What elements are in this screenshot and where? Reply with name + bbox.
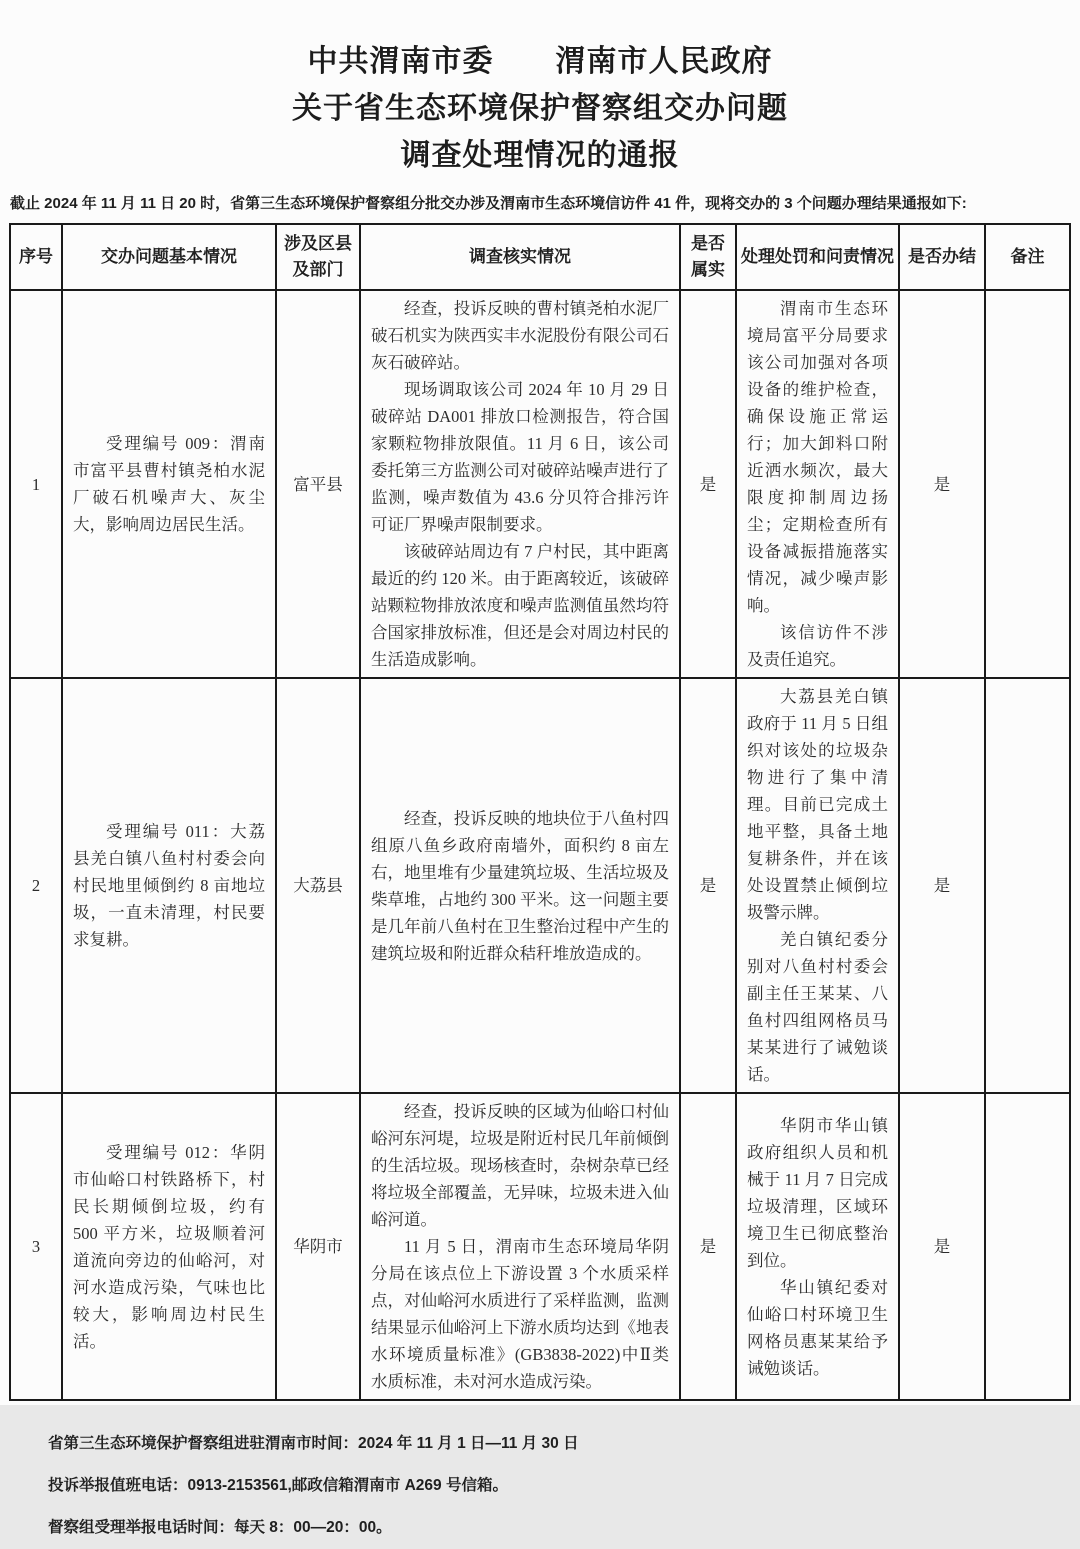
verified-cell: 是: [680, 290, 736, 678]
problem-cell: [62, 1093, 276, 1400]
resolved-cell: 是: [899, 678, 985, 1093]
cell-paragraph: 经查，投诉反映的区域为仙峪口村仙峪河东河堤，垃圾是附近村民几年前倾倒的生活垃圾。现场核查时，杂树杂草已经将垃圾全部覆盖，无异味，垃圾未进入仙峪河道。: [371, 1102, 669, 1229]
header-problem: 交办问题基本情况: [62, 224, 276, 290]
problem-cell: [62, 678, 276, 1093]
cell-paragraph: 羌白镇纪委分别对八鱼村村委会副主任王某某、八鱼村四组网格员马某某进行了诫勉谈话。: [747, 930, 888, 1084]
cell-paragraph: 受理编号 009：渭南市富平县曹村镇尧柏水泥厂破石机噪声大、灰尘大，影响周边居民生活。: [73, 434, 265, 534]
handling-cell: [736, 290, 899, 678]
footer-line-1: 省第三生态环境保护督察组进驻渭南市时间：2024 年 11 月 1 日—11 月 30 日: [48, 1435, 579, 1452]
investigation-cell: [360, 290, 680, 678]
header-row: [10, 224, 1070, 290]
table-row: [10, 678, 1070, 1093]
region-cell: 大荔县: [276, 678, 360, 1093]
region-cell: 华阴市: [276, 1093, 360, 1400]
cell-paragraph: 华阴市华山镇政府组织人员和机械于 11 月 7 日完成垃圾清理，区域环境卫生已彻底整治到位。: [747, 1115, 888, 1270]
cell-paragraph: 现场调取该公司 2024 年 10 月 29 日破碎站 DA001 排放口检测报告，符合国家颗粒物排放限值。11 月 6 日，该公司委托第三方监测公司对破碎站噪声进行了监测，噪声数值为 43.6 分贝符合排污许可证厂界噪声限制要求。: [371, 380, 669, 534]
region-cell: 富平县: [276, 290, 360, 678]
table-body: [10, 290, 1070, 1400]
row-index-cell: 3: [10, 1093, 62, 1400]
header-handling: 处理处罚和问责情况: [736, 224, 899, 290]
cell-paragraph: 受理编号 012：华阴市仙峪口村铁路桥下，村民长期倾倒垃圾，约有 500 平方米，垃圾顺着河道流向旁边的仙峪河，对河水造成污染，气味也比较大，影响周边村民生活。: [73, 1142, 265, 1351]
header-resolved: 是否办结: [899, 224, 985, 290]
problem-cell: [62, 290, 276, 678]
title-line-1: 中共渭南市委 渭南市人民政府: [307, 45, 773, 78]
header-investigation: 调查核实情况: [360, 224, 680, 290]
header-index: 序号: [10, 224, 62, 290]
footer-line-2: 投诉举报值班电话：0913-2153561,邮政信箱渭南市 A269 号信箱。: [48, 1477, 508, 1494]
table-row: [10, 1093, 1070, 1400]
cell-paragraph: 该破碎站周边有 7 户村民，其中距离最近的约 120 米。由于距离较近，该破碎站颗粒物排放浓度和噪声监测值虽然均符合国家排放标准，但还是会对周边村民的生活造成影响。: [371, 542, 669, 669]
table-row: [10, 290, 1070, 678]
header-remark: 备注: [985, 224, 1070, 290]
handling-cell: [736, 1093, 899, 1400]
remark-cell: [985, 1093, 1070, 1400]
report-table: [9, 223, 1071, 1401]
header-verified: 是否属实: [680, 224, 736, 290]
intro-paragraph: 截止 2024 年 11 月 11 日 20 时，省第三生态环境保护督察组分批交办涉及渭南市生态环境信访件 41 件，现将交办的 3 个问题办理结果通报如下:: [10, 195, 967, 212]
investigation-cell: [360, 678, 680, 1093]
table-header: [10, 224, 1070, 290]
cell-paragraph: 经查，投诉反映的曹村镇尧柏水泥厂破石机实为陕西实丰水泥股份有限公司石灰石破碎站。: [371, 299, 669, 372]
header-region: 涉及区县及部门: [276, 224, 360, 290]
document-title: [20, 38, 1060, 179]
cell-paragraph: 受理编号 011：大荔县羌白镇八鱼村村委会向村民地里倾倒约 8 亩地垃圾，一直未清理，村民要求复耕。: [73, 822, 265, 949]
row-index-cell: 2: [10, 678, 62, 1093]
title-line-3: 调查处理情况的通报: [400, 139, 680, 172]
footer-line-3: 督察组受理举报电话时间：每天 8：00—20：00。: [48, 1519, 392, 1536]
resolved-cell: 是: [899, 1093, 985, 1400]
document-footer: [48, 1423, 1080, 1549]
cell-paragraph: 渭南市生态环境局富平分局要求该公司加强对各项设备的维护检查，确保设施正常运行；加大卸料口附近洒水频次，最大限度抑制周边扬尘；定期检查所有设备减振措施落实情况，减少噪声影响。: [747, 299, 888, 615]
handling-cell: [736, 678, 899, 1093]
title-line-2: 关于省生态环境保护督察组交办问题: [292, 92, 788, 125]
investigation-cell: [360, 1093, 680, 1400]
remark-cell: [985, 290, 1070, 678]
cell-paragraph: 经查，投诉反映的地块位于八鱼村四组原八鱼乡政府南墙外，面积约 8 亩左右，地里堆有少量建筑垃圾、生活垃圾及柴草堆，占地约 300 平米。这一问题主要是几年前八鱼村在卫生整治过程中产生的建筑垃圾和附近群众秸秆堆放造成的。: [371, 808, 669, 963]
remark-cell: [985, 678, 1070, 1093]
cell-paragraph: 11 月 5 日，渭南市生态环境局华阴分局在该点位上下游设置 3 个水质采样点，对仙峪河水质进行了采样监测，监测结果显示仙峪河上下游水质均达到《地表水环境质量标准》(GB3838-2022)中Ⅱ类水质标准，未对河水造成污染。: [371, 1237, 669, 1391]
row-index-cell: 1: [10, 290, 62, 678]
cell-paragraph: 该信访件不涉及责任追究。: [747, 623, 888, 669]
resolved-cell: 是: [899, 290, 985, 678]
cell-paragraph: 大荔县羌白镇政府于 11 月 5 日组织对该处的垃圾杂物进行了集中清理。目前已完成土地平整，具备土地复耕条件，并在该处设置禁止倾倒垃圾警示牌。: [747, 687, 888, 922]
verified-cell: 是: [680, 1093, 736, 1400]
verified-cell: 是: [680, 678, 736, 1093]
cell-paragraph: 华山镇纪委对仙峪口村环境卫生网格员惠某某给予诫勉谈话。: [747, 1277, 888, 1378]
